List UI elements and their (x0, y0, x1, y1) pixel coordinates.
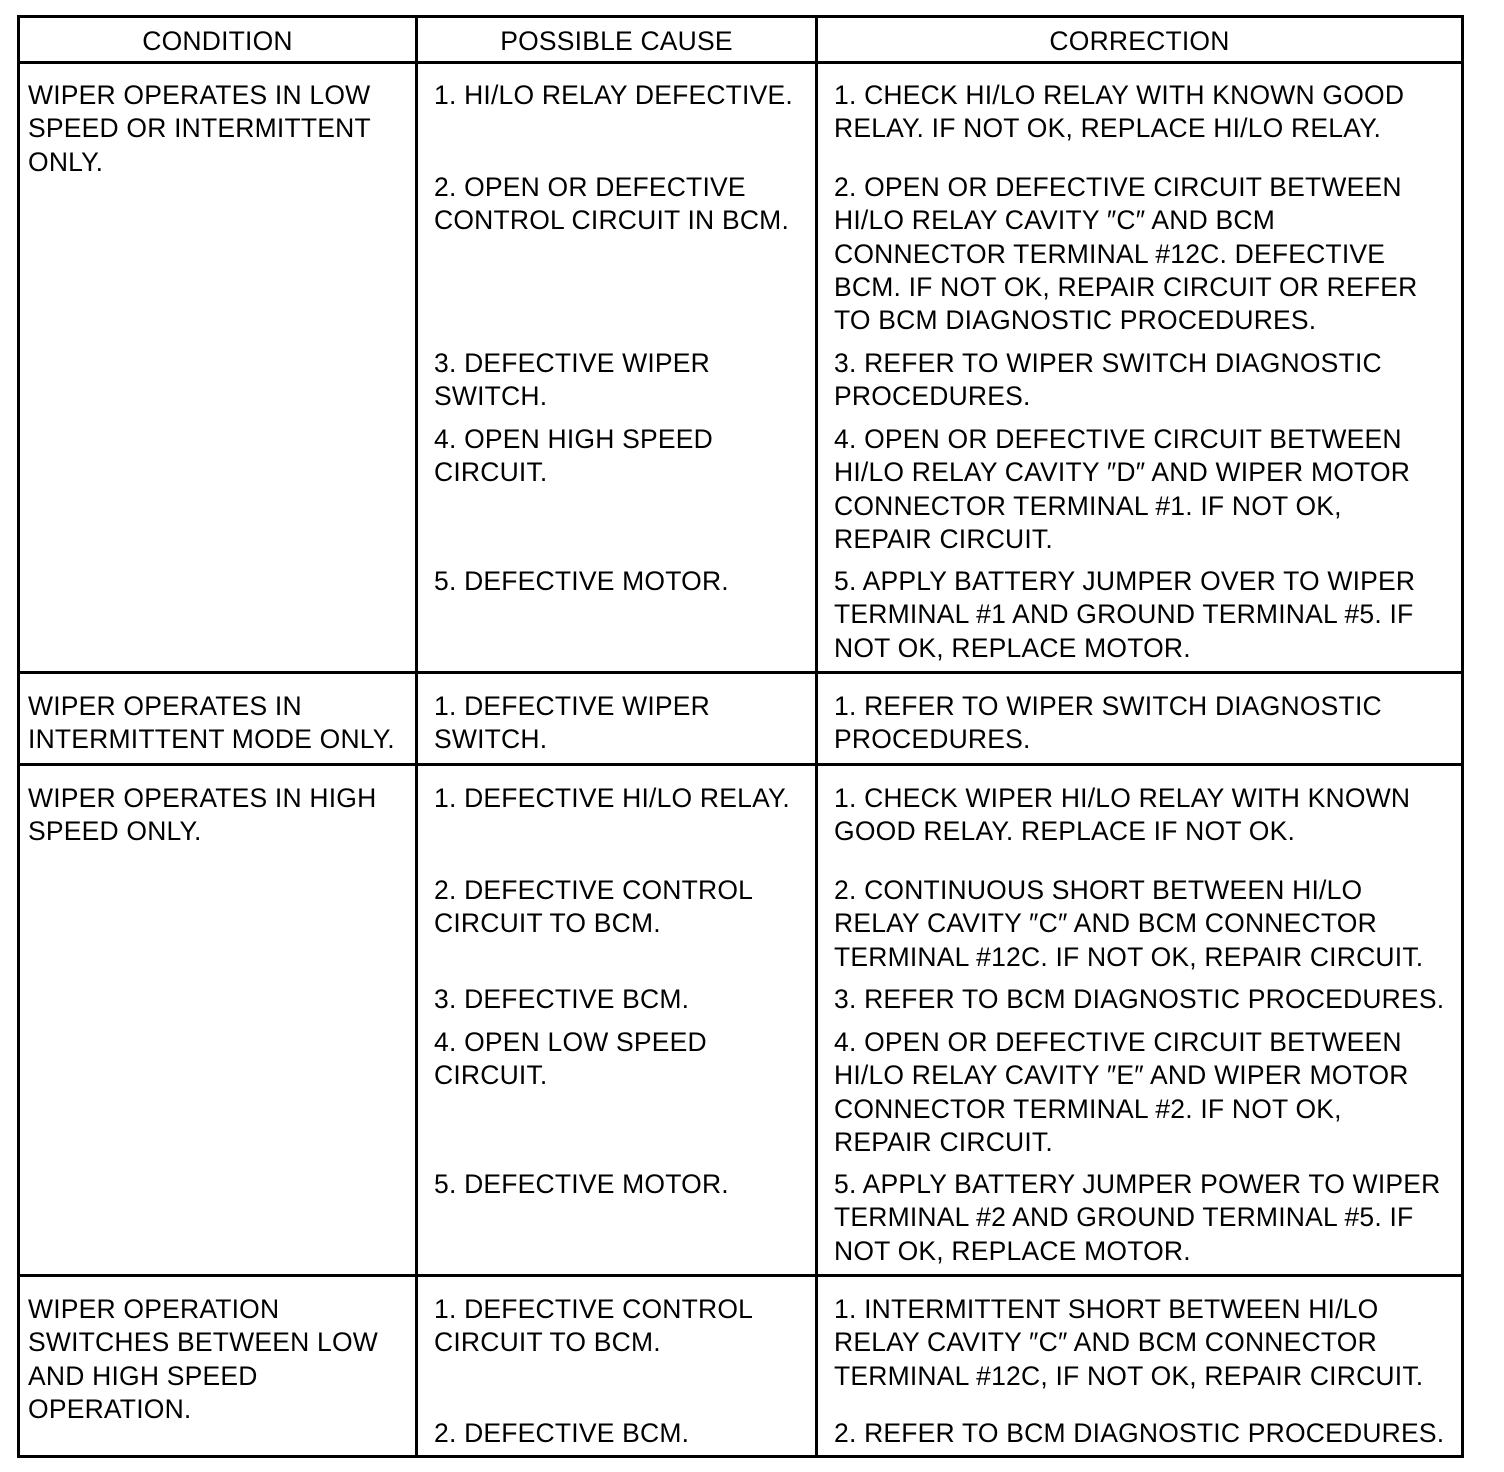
section-divider (20, 763, 1461, 766)
cause-cell: 2. DEFECTIVE CONTROL CIRCUIT TO BCM. (434, 875, 754, 939)
cause-cell: 3. DEFECTIVE WIPER SWITCH. (434, 348, 711, 412)
column-divider (415, 18, 418, 1455)
header-divider (20, 61, 1461, 64)
correction-cell: 4. OPEN OR DEFECTIVE CIRCUIT BETWEEN HI/LO RELAY CAVITY ″D″ AND WIPER MOTOR CONNECTOR TERMINAL #1. IF NOT OK, REPAIR CIRCUIT. (834, 424, 1411, 554)
correction-cell: 1. CHECK WIPER HI/LO RELAY WITH KNOWN GOOD RELAY. REPLACE IF NOT OK. (834, 783, 1411, 847)
correction-cell: 1. CHECK HI/LO RELAY WITH KNOWN GOOD RELAY. IF NOT OK, REPLACE HI/LO RELAY. (834, 80, 1405, 144)
condition-cell: WIPER OPERATES IN LOW SPEED OR INTERMITTENT ONLY. (28, 80, 371, 177)
section-divider (20, 1274, 1461, 1277)
cause-cell: 1. DEFECTIVE WIPER SWITCH. (434, 691, 711, 755)
cause-cell: 2. OPEN OR DEFECTIVE CONTROL CIRCUIT IN BCM. (434, 172, 790, 236)
diagnosis-table (17, 15, 1464, 1458)
header-possible-cause: POSSIBLE CAUSE (500, 26, 733, 56)
cause-cell: 2. DEFECTIVE BCM. (434, 1418, 690, 1448)
section-divider (20, 671, 1461, 674)
cause-cell: 4. OPEN LOW SPEED CIRCUIT. (434, 1027, 707, 1091)
cause-cell: 1. HI/LO RELAY DEFECTIVE. (434, 80, 793, 110)
column-divider (815, 18, 818, 1455)
condition-cell: WIPER OPERATION SWITCHES BETWEEN LOW AND HIGH SPEED OPERATION. (28, 1294, 378, 1424)
cause-cell: 5. DEFECTIVE MOTOR. (434, 566, 729, 596)
condition-cell: WIPER OPERATES IN HIGH SPEED ONLY. (28, 783, 377, 847)
correction-cell: 3. REFER TO BCM DIAGNOSTIC PROCEDURES. (834, 984, 1445, 1014)
correction-cell: 4. OPEN OR DEFECTIVE CIRCUIT BETWEEN HI/LO RELAY CAVITY ″E″ AND WIPER MOTOR CONNECTOR TERMINAL #2. IF NOT OK, REPAIR CIRCUIT. (834, 1027, 1409, 1157)
cause-cell: 1. DEFECTIVE CONTROL CIRCUIT TO BCM. (434, 1294, 754, 1358)
header-condition: CONDITION (142, 26, 293, 56)
correction-cell: 1. REFER TO WIPER SWITCH DIAGNOSTIC PROCEDURES. (834, 691, 1382, 755)
cause-cell: 4. OPEN HIGH SPEED CIRCUIT. (434, 424, 713, 488)
correction-cell: 5. APPLY BATTERY JUMPER POWER TO WIPER TERMINAL #2 AND GROUND TERMINAL #5. IF NOT OK, REPLACE MOTOR. (834, 1169, 1441, 1266)
cause-cell: 1. DEFECTIVE HI/LO RELAY. (434, 783, 790, 813)
correction-cell: 1. INTERMITTENT SHORT BETWEEN HI/LO RELAY CAVITY ″C″ AND BCM CONNECTOR TERMINAL #12C, IF NOT OK, REPAIR CIRCUIT. (834, 1294, 1424, 1391)
header-correction: CORRECTION (1049, 26, 1230, 56)
cause-cell: 3. DEFECTIVE BCM. (434, 984, 690, 1014)
correction-cell: 3. REFER TO WIPER SWITCH DIAGNOSTIC PROCEDURES. (834, 348, 1382, 412)
correction-cell: 5. APPLY BATTERY JUMPER OVER TO WIPER TERMINAL #1 AND GROUND TERMINAL #5. IF NOT OK, REPLACE MOTOR. (834, 566, 1416, 663)
condition-cell: WIPER OPERATES IN INTERMITTENT MODE ONLY. (28, 691, 395, 755)
correction-cell: 2. CONTINUOUS SHORT BETWEEN HI/LO RELAY CAVITY ″C″ AND BCM CONNECTOR TERMINAL #12C. IF NOT OK, REPAIR CIRCUIT. (834, 875, 1424, 972)
cause-cell: 5. DEFECTIVE MOTOR. (434, 1169, 729, 1199)
correction-cell: 2. OPEN OR DEFECTIVE CIRCUIT BETWEEN HI/LO RELAY CAVITY ″C″ AND BCM CONNECTOR TERMINAL #12C. DEFECTIVE BCM. IF NOT OK, REPAIR CIRCUIT OR REFER TO BCM DIAGNOSTIC PROCEDURES. (834, 172, 1418, 336)
correction-cell: 2. REFER TO BCM DIAGNOSTIC PROCEDURES. (834, 1418, 1445, 1448)
